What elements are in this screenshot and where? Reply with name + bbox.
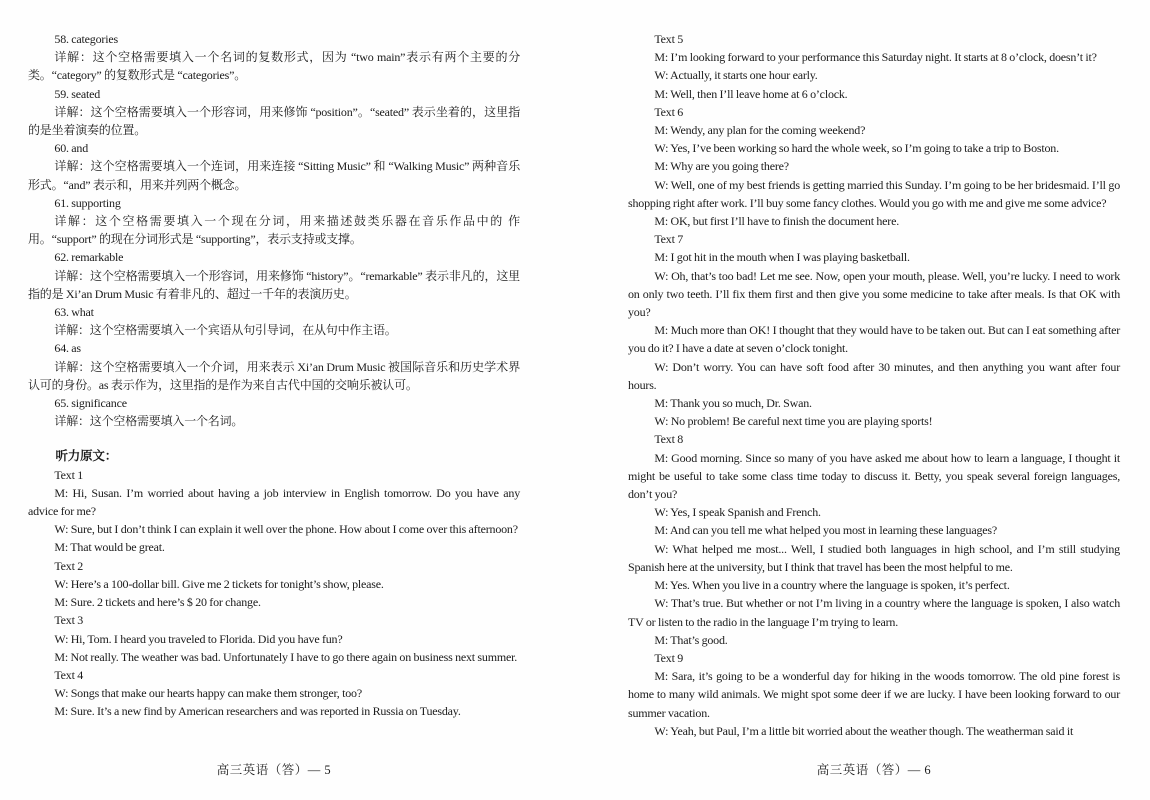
paragraph: 58. categories [54,32,118,46]
paragraph: W: Well, one of my best friends is getting married this Sunday. I’m going to be her bridesmaid. I’ll go shopping right after work. I’ll buy some fancy clothes. Would you go with me and give me some advice? [628,177,1120,210]
paragraph: W: Hi, Tom. I heard you traveled to Florida. Did you have fun? [54,631,343,646]
page-6-column [628,30,1120,775]
paragraph: M: I got hit in the mouth when I was playing basketball. [654,250,910,265]
paragraph: Text 2 [54,558,84,573]
page-6-content [628,30,1120,740]
paragraph: M: I’m looking forward to your performance this Saturday night. It starts at 8 o’clock, doesn’t it? [654,50,1097,65]
paragraph: W: Sure, but I don’t think I can explain it well over the phone. How about I come over this afternoon? [54,522,518,537]
paragraph: Text 4 [54,667,84,682]
paragraph: M: Well, then I’ll leave home at 6 o’clock. [654,86,848,101]
paragraph: M: Much more than OK! I thought that they would have to be taken out. But can I eat something after you do it? I have a date at seven o’clock tonight. [628,323,1120,356]
paragraph: 59. seated [54,86,101,101]
paragraph: 详解：这个空格需要填入一个现在分词，用来描述鼓类乐器在音乐作品中的 作用。“support” 的现在分词形式是 “supporting”，表示支持或支撑。 [28,214,520,247]
paragraph: 详解：这个空格需要填入一个连词，用来连接 “Sitting Music” 和 “Walking Music” 两种音乐形式。“and” 表示和，用来并列两个概念。 [28,159,520,192]
paragraph: W: Actually, it starts one hour early. [654,68,818,83]
paragraph: W: Songs that make our hearts happy can make them stronger, too? [54,686,362,701]
paragraph: W: No problem! Be careful next time you are playing sports! [654,414,933,429]
paragraph: Text 5 [654,32,684,46]
paragraph: M: Sure. 2 tickets and here’s $ 20 for change. [54,595,261,610]
paragraph: 详解：这个空格需要填入一个名词的复数形式，因为 “two main”表示有两个主要的分类。“category” 的复数形式是 “categories”。 [28,50,520,83]
paragraph: M: Yes. When you live in a country where the language is spoken, it’s perfect. [654,578,1010,593]
paragraph: 62. remarkable [54,250,124,265]
paragraph: W: What helped me most... Well, I studied both languages in high school, and I’m still studying Spanish here at the university, but I think that travel has been the most helpful to me. [628,541,1120,574]
paragraph: M: Not really. The weather was bad. Unfortunately I have to go there again on business next summer. [54,649,518,664]
paragraph: 64. as [54,341,81,356]
paragraph: W: Yeah, but Paul, I’m a little bit worried about the weather though. The weatherman said it [654,723,1074,738]
paragraph: Text 1 [54,467,84,482]
paragraph: 听力原文： [55,449,118,464]
page-5-footer: 高三英语（答）— 5 [216,763,332,777]
paragraph: W: Yes, I speak Spanish and French. [654,505,821,520]
paragraph: W: Yes, I’ve been working so hard the whole week, so I’m going to take a trip to Boston. [654,141,1059,156]
paragraph: M: Wendy, any plan for the coming weekend? [654,123,866,138]
paragraph: Text 3 [54,613,84,628]
paragraph: M: Good morning. Since so many of you have asked me about how to learn a language, I thought it might be useful to take some class time today to discuss it. Betty, you speak several foreign languages, don’t you? [628,450,1120,502]
paragraph: M: That’s good. [654,632,728,647]
paragraph: 详解：这个空格需要填入一个形容词，用来修饰 “position”。“seated” 表示坐着的，这里指的是坐着演奏的位置。 [28,104,520,138]
paragraph: M: Hi, Susan. I’m worried about having a job interview in English tomorrow. Do you have any advice for me? [28,485,520,519]
paragraph: 63. what [54,305,94,320]
paragraph: W: Here’s a 100-dollar bill. Give me 2 tickets for tonight’s show, please. [54,576,384,591]
paragraph: M: Sure. It’s a new find by American researchers and was reported in Russia on Tuesday. [54,704,461,719]
paragraph: 详解：这个空格需要填入一个宾语从句引导词，在从句中作主语。 [54,323,397,338]
paragraph: W: Oh, that’s too bad! Let me see. Now, open your mouth, please. Well, you’re lucky. I need to work on only two teeth. I’ll fix them first and then give you some medicine to take after meals. Is that OK with you? [628,268,1120,320]
paragraph: Text 6 [654,104,684,119]
paragraph: M: OK, but first I’ll have to finish the document here. [654,214,900,229]
paragraph: M: Why are you going there? [654,159,789,174]
paragraph: M: And can you tell me what helped you most in learning these languages? [654,523,998,538]
paragraph: Text 7 [654,232,684,247]
paragraph: W: Don’t worry. You can have soft food after 30 minutes, and then anything you want after four hours. [628,359,1120,392]
paragraph: M: Thank you so much, Dr. Swan. [654,396,812,411]
page-5-content [28,30,520,721]
paragraph: 65. significance [54,396,127,411]
paragraph: 详解：这个空格需要填入一个形容词，用来修饰 “history”。“remarkable” 表示非凡的，这里指的是 Xi’an Drum Music 有着非凡的、超过一千年的表演历史。 [28,268,520,301]
paragraph: Text 8 [654,432,684,447]
paragraph: Text 9 [654,650,684,665]
paragraph: 60. and [54,141,89,156]
paragraph: M: That would be great. [54,540,165,555]
paragraph: M: Sara, it’s going to be a wonderful day for hiking in the woods tomorrow. The old pine forest is home to many wild animals. We might spot some deer if we are lucky. I have been looking forward to our summer vacation. [628,669,1120,720]
page-6-footer: 高三英语（答）— 6 [816,763,932,777]
page-5-column [28,30,520,775]
paragraph: 61. supporting [54,195,121,210]
paragraph: 详解：这个空格需要填入一个介词，用来表示 Xi’an Drum Music 被国际音乐和历史学术界认可的身份。as 表示作为，这里指的是作为来自古代中国的交响乐被认可。 [28,359,520,392]
paragraph: W: That’s true. But whether or not I’m living in a country where the language is spoken, I also watch TV or listen to the radio in the language I’m trying to learn. [628,596,1120,629]
paragraph: 详解：这个空格需要填入一个名词。 [54,414,244,429]
